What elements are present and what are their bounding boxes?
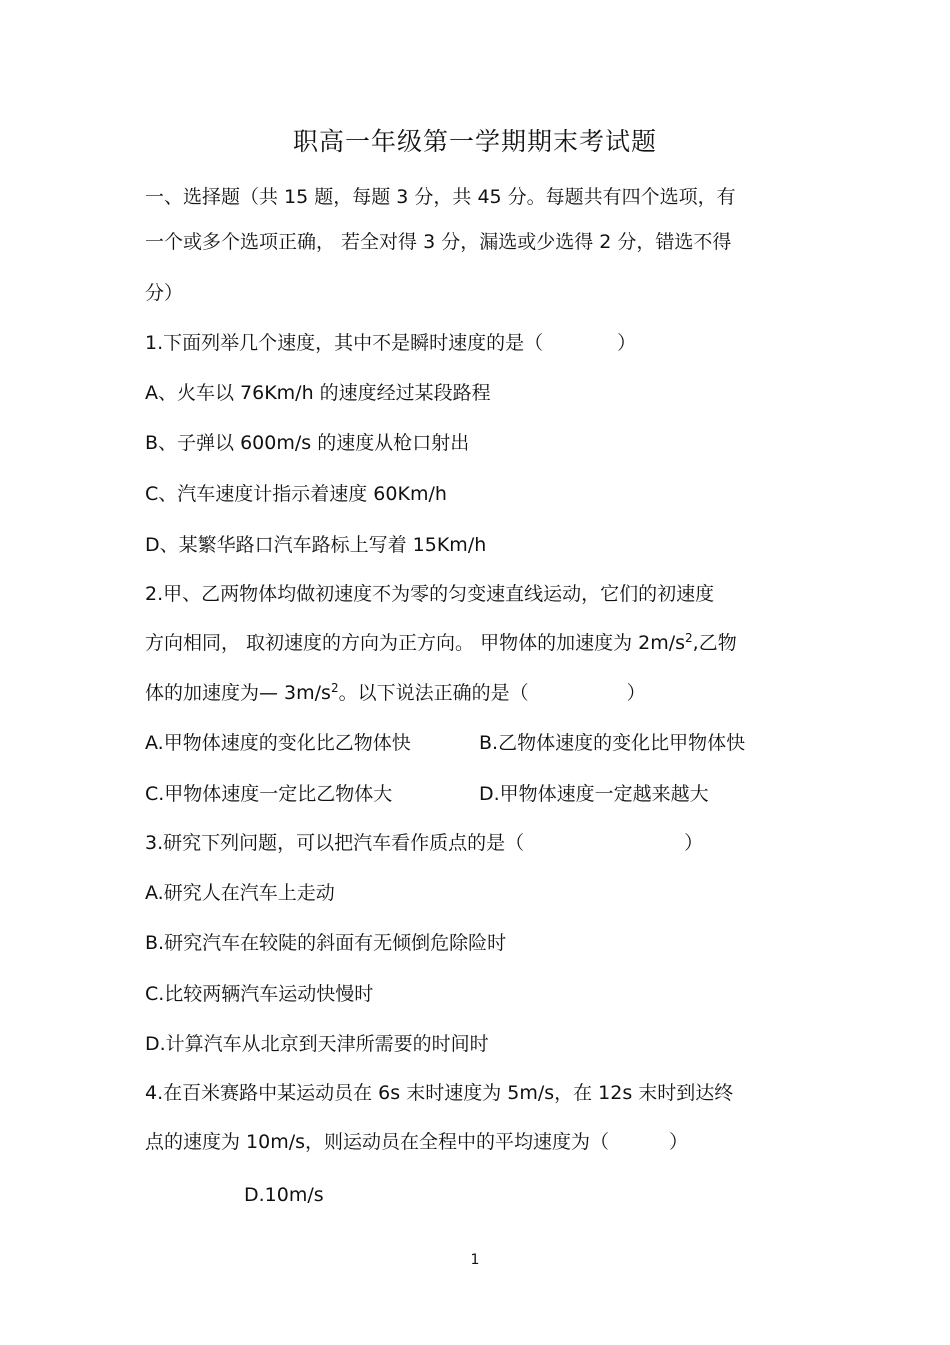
question-2-line-3-tail: 。以下说法正确的是（ xyxy=(338,682,529,704)
question-2-option-b: B.乙物体速度的变化比甲物体快 xyxy=(479,732,746,754)
question-2-line-3 xyxy=(145,680,646,706)
superscript: 2 xyxy=(685,631,693,645)
question-3-option-c: C.比较两辆汽车运动快慢时 xyxy=(145,983,374,1005)
section-instruction-line-1: 一、选择题（共 15 题，每题 3 分，共 45 分。每题共有四个选项，有 xyxy=(145,186,736,208)
question-4-line-2 xyxy=(145,1129,688,1155)
exam-title: 职高一年级第一学期期末考试题 xyxy=(292,127,657,156)
question-3-option-b: B.研究汽车在较陡的斜面有无倾倒危除险时 xyxy=(145,932,507,954)
question-1-close-paren: ） xyxy=(617,332,637,354)
superscript: 2 xyxy=(330,681,339,695)
question-2-options-cd xyxy=(145,781,709,807)
question-3-stem xyxy=(145,830,703,856)
question-2-line-2 xyxy=(145,630,737,656)
question-2-line-1: 2.甲、乙两物体均做初速度不为零的匀变速直线运动，它们的初速度 xyxy=(145,583,715,605)
question-4-text: 点的速度为 10m/s，则运动员在全程中的平均速度为（ xyxy=(145,1131,610,1153)
question-2-options-ab xyxy=(145,730,745,756)
question-3-close-paren: ） xyxy=(684,832,704,854)
question-2-line-2-tail: ,乙物 xyxy=(692,632,737,654)
question-2-line-3-text: 体的加速度为— 3m/s xyxy=(145,682,331,704)
question-1-option-c: C、汽车速度计指示着速度 60Km/h xyxy=(145,483,447,505)
question-1-option-d: D、某繁华路口汽车路标上写着 15Km/h xyxy=(145,534,487,556)
question-2-option-a: A.甲物体速度的变化比乙物体快 xyxy=(145,732,411,754)
question-1-text: 1.下面列举几个速度，其中不是瞬时速度的是（ xyxy=(145,332,544,354)
page-number: 1 xyxy=(470,1252,480,1268)
question-2-line-2-text: 方向相同， 取初速度的方向为正方向。 甲物体的加速度为 2m/s xyxy=(145,632,686,654)
question-3-option-d: D.计算汽车从北京到天津所需要的时间时 xyxy=(145,1033,489,1055)
section-instruction-line-2: 一个或多个选项正确， 若全对得 3 分，漏选或少选得 2 分，错选不得 xyxy=(145,231,732,253)
question-1-option-b: B、子弹以 600m/s 的速度从枪口射出 xyxy=(145,432,470,454)
question-4-close-paren: ） xyxy=(669,1131,689,1153)
question-3-option-a: A.研究人在汽车上走动 xyxy=(145,882,335,904)
question-4-option-d: D.10m/s xyxy=(244,1184,324,1206)
section-instruction-line-3: 分） xyxy=(145,282,184,304)
question-4-line-1: 4.在百米赛路中某运动员在 6s 末时速度为 5m/s，在 12s 末时到达终 xyxy=(145,1082,734,1104)
question-3-text: 3.研究下列问题，可以把汽车看作质点的是（ xyxy=(145,832,525,854)
question-1-stem xyxy=(145,330,636,356)
question-1-option-a: A、火车以 76Km/h 的速度经过某段路程 xyxy=(145,382,491,404)
question-2-option-d: D.甲物体速度一定越来越大 xyxy=(479,783,709,805)
question-2-close-paren: ） xyxy=(626,682,646,704)
question-2-option-c: C.甲物体速度一定比乙物体大 xyxy=(145,783,393,805)
